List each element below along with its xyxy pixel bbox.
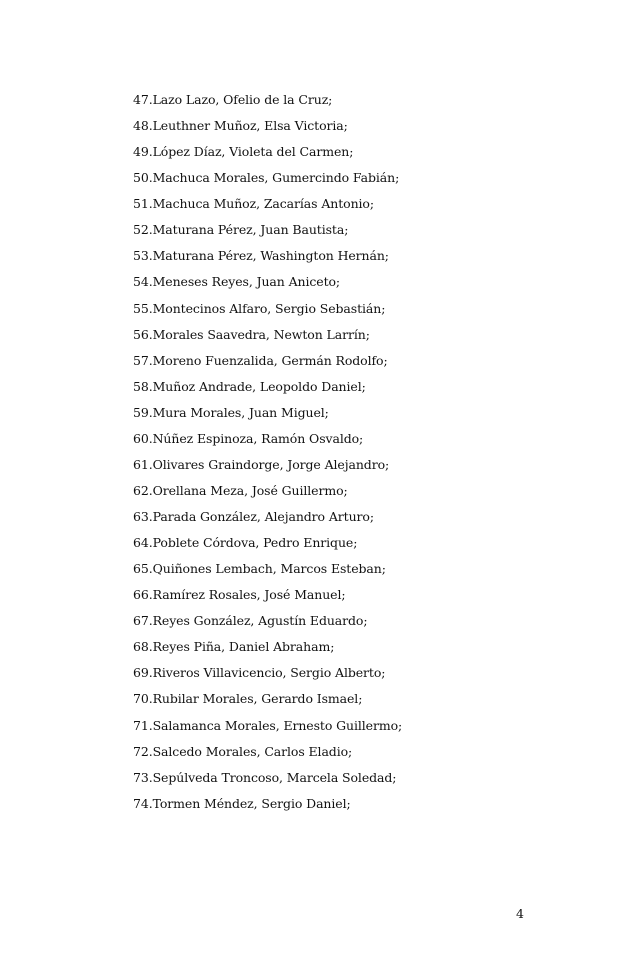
item-number: 63. (133, 509, 153, 524)
item-number: 49. (133, 144, 153, 160)
list-item (133, 403, 402, 429)
item-number: 52. (133, 222, 153, 238)
item-text: Tormen Méndez, Sergio Daniel; (152, 795, 351, 811)
item-number: 61. (133, 456, 153, 472)
list-item (133, 246, 402, 272)
item-text: Morales Saavedra, Newton Larrín; (152, 326, 370, 342)
list-item (133, 272, 402, 298)
item-number: 64. (133, 535, 153, 551)
item-text: Machuca Muñoz, Zacarías Antonio; (152, 196, 374, 212)
item-number: 69. (133, 665, 153, 681)
item-text: Meneses Reyes, Juan Aniceto; (152, 274, 341, 290)
item-number: 55. (133, 300, 153, 316)
item-text: Reyes González, Agustín Eduardo; (152, 613, 368, 629)
item-text: Parada González, Alejandro Arturo; (152, 509, 374, 524)
item-number: 72. (133, 743, 153, 759)
item-number: 54. (133, 274, 153, 290)
list-item (133, 689, 402, 715)
list-item (133, 168, 402, 194)
item-number: 51. (133, 196, 153, 212)
list-item (133, 455, 402, 481)
item-text: López Díaz, Violeta del Carmen; (152, 144, 354, 160)
list-item (133, 742, 402, 768)
list-item (133, 663, 402, 689)
item-text: Machuca Morales, Gumercindo Fabián; (152, 170, 400, 186)
item-text: Orellana Meza, José Guillermo; (152, 482, 348, 498)
item-text: Núñez Espinoza, Ramón Osvaldo; (152, 430, 364, 446)
item-number: 50. (133, 170, 153, 186)
name-list (133, 90, 402, 820)
item-text: Maturana Pérez, Washington Hernán; (152, 248, 389, 264)
list-item (133, 142, 402, 168)
item-number: 67. (133, 613, 153, 629)
item-text: Lazo Lazo, Ofelio de la Cruz; (152, 92, 333, 107)
item-number: 57. (133, 352, 153, 368)
item-text: Muñoz Andrade, Leopoldo Daniel; (152, 378, 366, 394)
item-number: 47. (133, 92, 153, 107)
item-number: 56. (133, 326, 153, 342)
item-number: 60. (133, 430, 153, 446)
item-number: 65. (133, 561, 153, 577)
item-text: Ramírez Rosales, José Manuel; (152, 587, 346, 603)
item-text: Salamanca Morales, Ernesto Guillermo; (152, 717, 403, 733)
list-item (133, 377, 402, 403)
item-number: 59. (133, 404, 153, 420)
item-text: Poblete Córdova, Pedro Enrique; (152, 535, 358, 551)
item-number: 58. (133, 378, 153, 394)
item-number: 53. (133, 248, 153, 264)
list-item (133, 507, 402, 533)
item-text: Sepúlveda Troncoso, Marcela Soledad; (152, 769, 397, 785)
item-text: Salcedo Morales, Carlos Eladio; (152, 743, 353, 759)
item-number: 73. (133, 769, 153, 785)
item-text: Maturana Pérez, Juan Bautista; (152, 222, 349, 238)
item-number: 70. (133, 691, 153, 707)
list-item (133, 351, 402, 377)
list-item (133, 768, 402, 794)
list-item (133, 481, 402, 507)
list-item (133, 194, 402, 220)
item-text: Riveros Villavicencio, Sergio Alberto; (152, 665, 386, 681)
page-number: 4 (516, 906, 524, 921)
list-item (133, 637, 402, 663)
item-text: Quiñones Lembach, Marcos Esteban; (152, 561, 386, 577)
list-item (133, 429, 402, 455)
item-number: 68. (133, 639, 153, 655)
item-text: Montecinos Alfaro, Sergio Sebastián; (152, 300, 386, 316)
list-item (133, 585, 402, 611)
item-text: Leuthner Muñoz, Elsa Victoria; (152, 118, 348, 134)
list-item (133, 299, 402, 325)
item-text: Reyes Piña, Daniel Abraham; (152, 639, 335, 655)
list-item (133, 794, 402, 820)
item-number: 48. (133, 118, 153, 134)
item-number: 74. (133, 795, 153, 811)
item-number: 66. (133, 587, 153, 603)
item-text: Rubilar Morales, Gerardo Ismael; (152, 691, 363, 707)
list-item (133, 116, 402, 142)
list-item (133, 325, 402, 351)
item-number: 71. (133, 717, 153, 733)
item-text: Moreno Fuenzalida, Germán Rodolfo; (152, 352, 388, 368)
list-item (133, 611, 402, 637)
item-text: Olivares Graindorge, Jorge Alejandro; (152, 456, 390, 472)
list-item (133, 220, 402, 246)
item-number: 62. (133, 482, 153, 498)
item-text: Mura Morales, Juan Miguel; (152, 404, 329, 420)
list-item (133, 533, 402, 559)
list-item (133, 716, 402, 742)
list-item (133, 90, 402, 116)
list-item (133, 559, 402, 585)
